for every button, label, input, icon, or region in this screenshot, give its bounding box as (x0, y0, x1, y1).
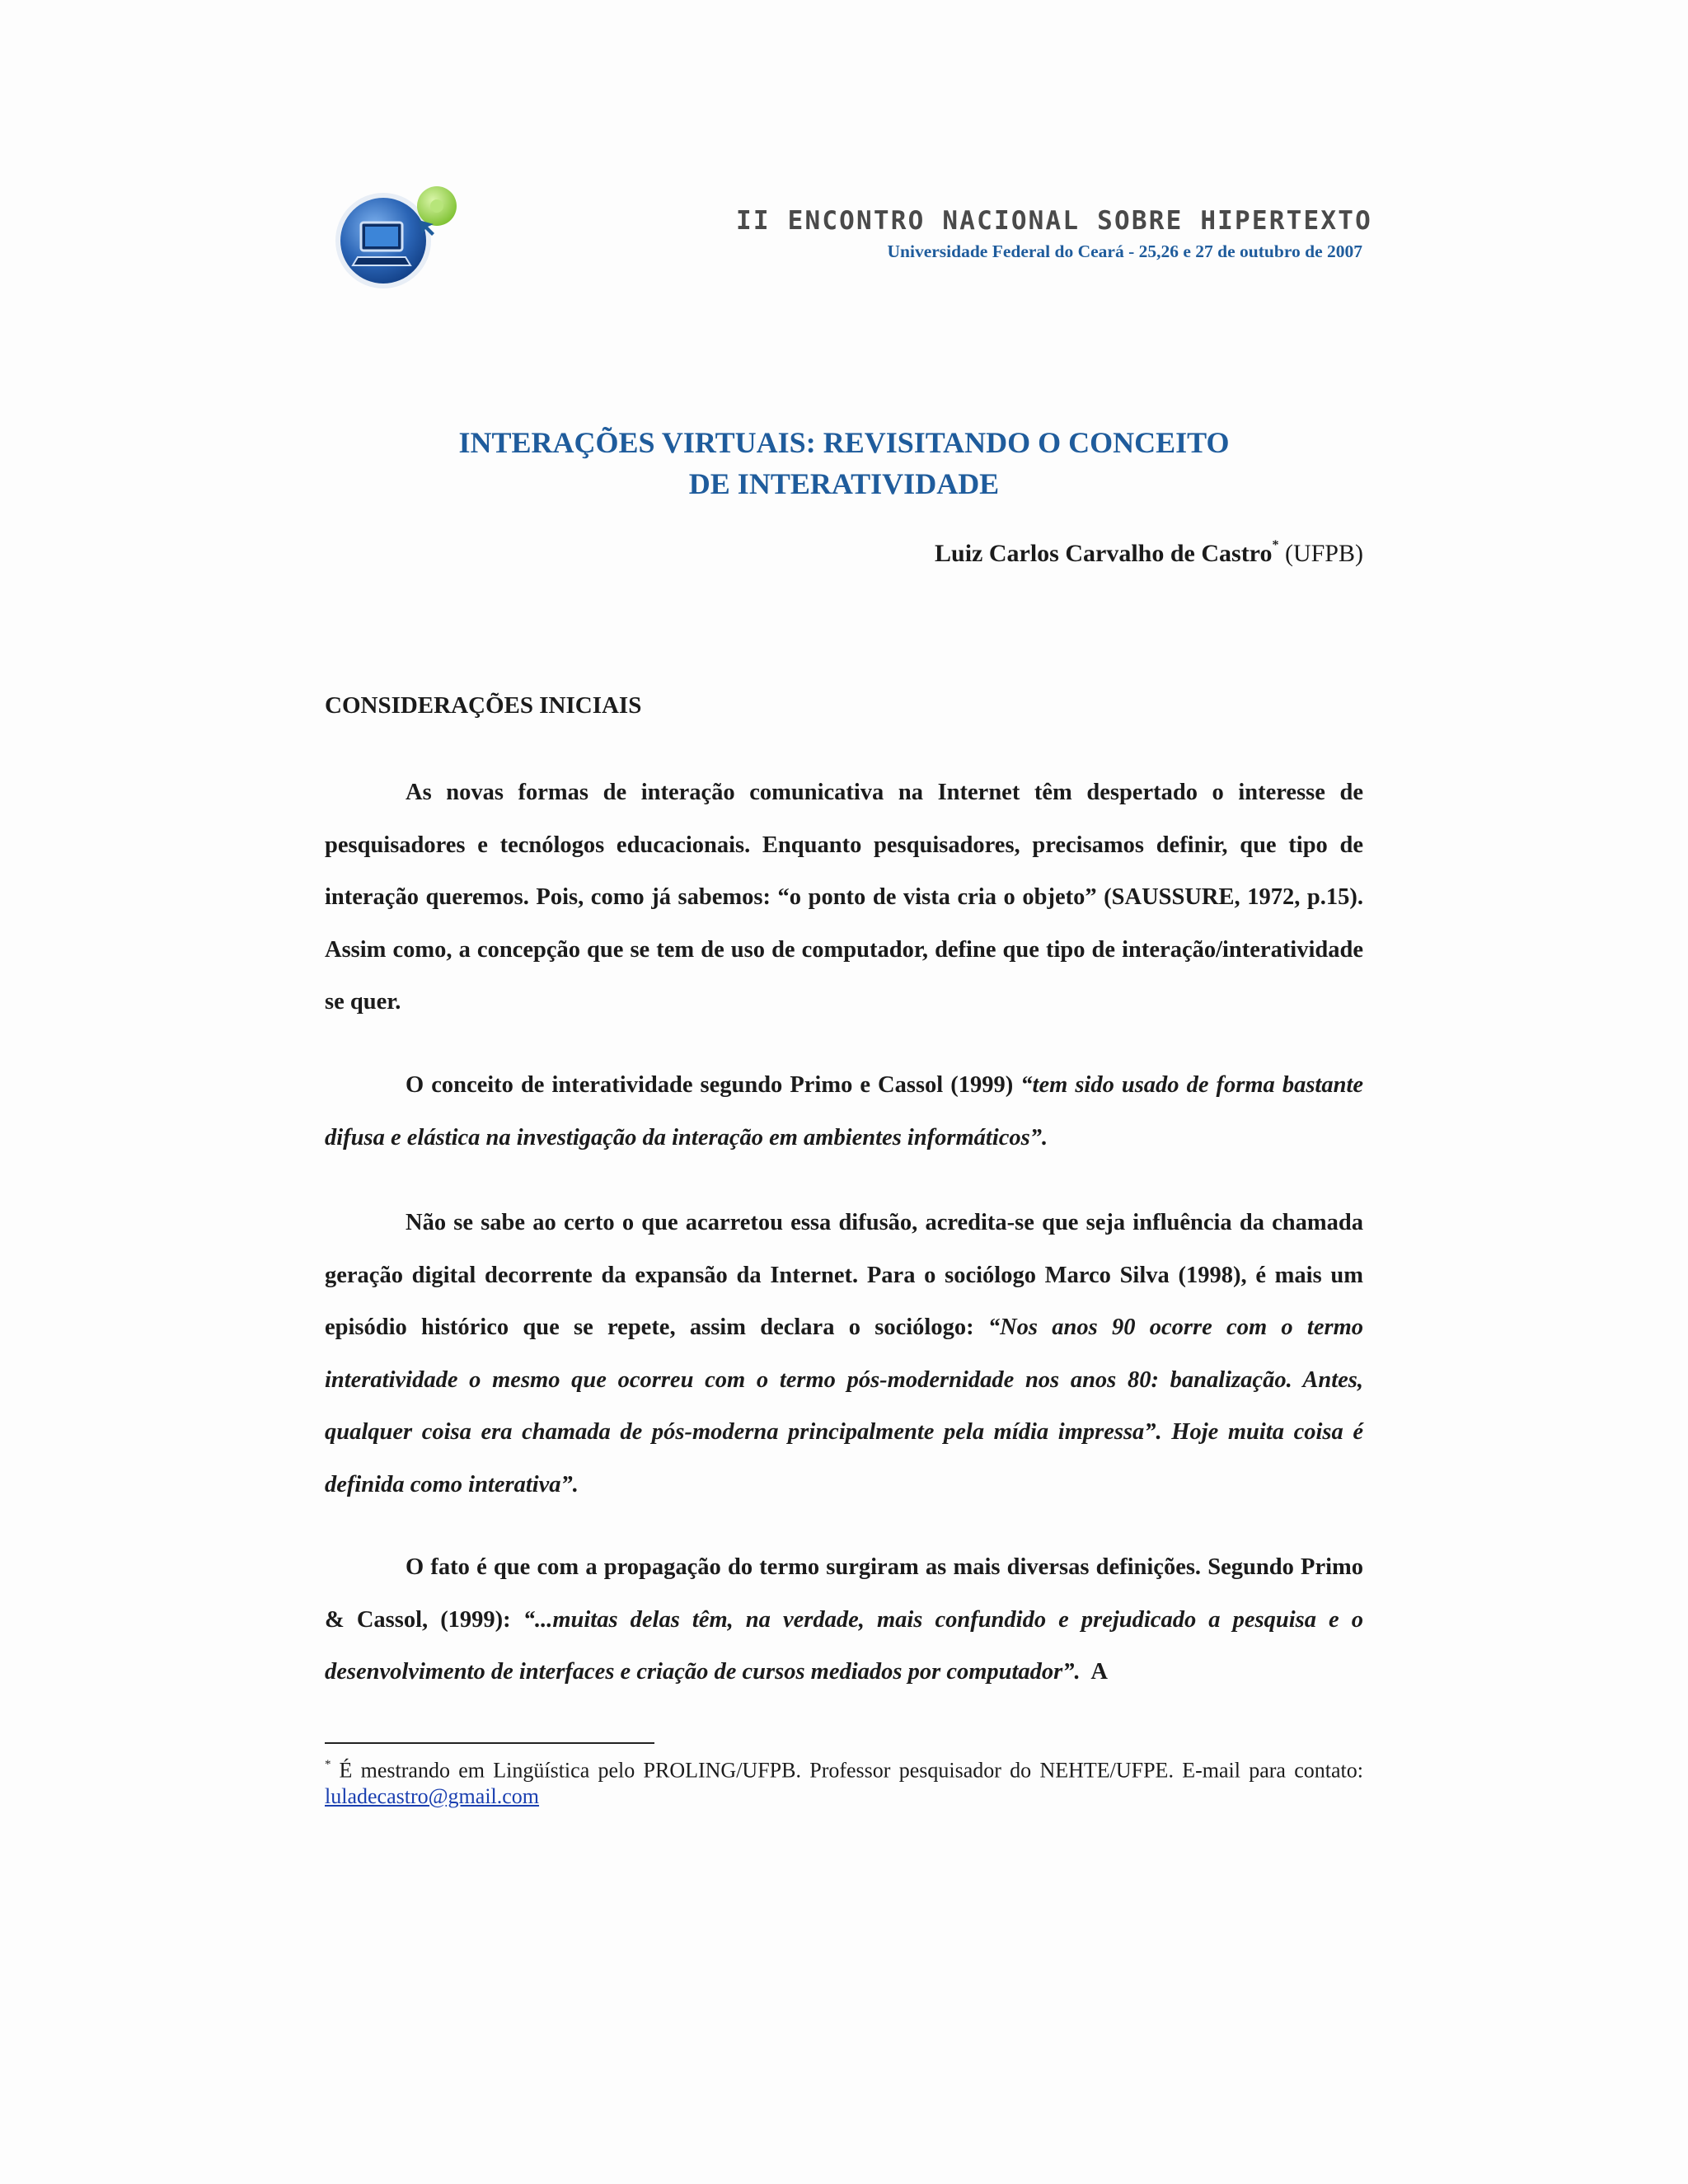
paragraph-4-tail: A (1080, 1659, 1108, 1685)
paragraph-2-text: O conceito de interatividade segundo Primo e Cassol (1999) (406, 1072, 1021, 1098)
paragraph-2 (325, 1059, 1363, 1164)
conference-title: II ENCONTRO NACIONAL SOBRE HIPERTEXTO (736, 206, 1372, 236)
footnote-text: É mestrando em Lingüística pelo PROLING/UFPB. Professor pesquisador do NEHTE/UFPE. E-mail para contato: (339, 1758, 1363, 1783)
author-line (742, 540, 1363, 568)
paragraph-1-text: As novas formas de interação comunicativa na Internet têm despertado o interesse de pesquisadores e tecnólogos educacionais. Enquanto pesquisadores, precisamos definir, que tipo de interação queremos. Pois, como já sabemos: “o ponto de vista cria o objeto” (SAUSSURE, 1972, p.15). Assim como, a concepção que se tem de uso de computador, define que tipo de interação/interatividade se quer. (325, 780, 1363, 1015)
author-affiliation: (UFPB) (1284, 540, 1363, 567)
paragraph-4-text: O fato é que com a propagação do termo surgiram as mais diversas definições. Segundo Primo & Cassol, (1999): (325, 1554, 1363, 1633)
conference-subtitle: Universidade Federal do Ceará - 25,26 e 27 de outubro de 2007 (887, 241, 1362, 261)
paragraph-3 (325, 1197, 1363, 1511)
paragraph-3-quote: “Nos anos 90 ocorre com o termo interatividade o mesmo que ocorreu com o termo pós-modernidade nos anos 80: banalização. Antes, qualquer coisa era chamada de pós-moderna principalmente pela mídia impressa”. Hoje muita coisa é definida como interativa”. (325, 1315, 1363, 1497)
paragraph-2-quote: “tem sido usado de forma bastante difusa e elástica na investigação da interação em ambientes informáticos”. (325, 1072, 1364, 1151)
footnote-separator (325, 1742, 654, 1744)
author-name: Luiz Carlos Carvalho de Castro (935, 540, 1273, 567)
paper-title-line-2: DE INTERATIVIDADE (688, 467, 1000, 500)
footnote-mark: * (325, 1758, 331, 1771)
footnote (325, 1754, 1363, 1809)
author-footnote-mark: * (1272, 538, 1279, 552)
paragraph-4-quote: “...muitas delas têm, na verdade, mais confundido e prejudicado a pesquisa e o desenvolvimento de interfaces e criação de cursos mediados por computador”. (325, 1606, 1363, 1685)
conference-logo-icon (330, 183, 470, 290)
section-heading: CONSIDERAÇÕES INICIAIS (325, 692, 642, 719)
author-email-link[interactable]: luladecastro@gmail.com (325, 1783, 540, 1808)
paragraph-4 (325, 1541, 1363, 1699)
paragraph-1 (325, 766, 1363, 1029)
paragraph-3-text: Não se sabe ao certo o que acarretou essa difusão, acredita-se que seja influência da chamada geração digital decorrente da expansão da Internet. Para o sociólogo Marco Silva (1998), é mais um episódio histórico que se repete, assim declara o sociólogo: (325, 1210, 1363, 1340)
paper-title-line-1: INTERAÇÕES VIRTUAIS: REVISITANDO O CONCEITO (458, 426, 1230, 459)
paper-title (325, 422, 1363, 504)
